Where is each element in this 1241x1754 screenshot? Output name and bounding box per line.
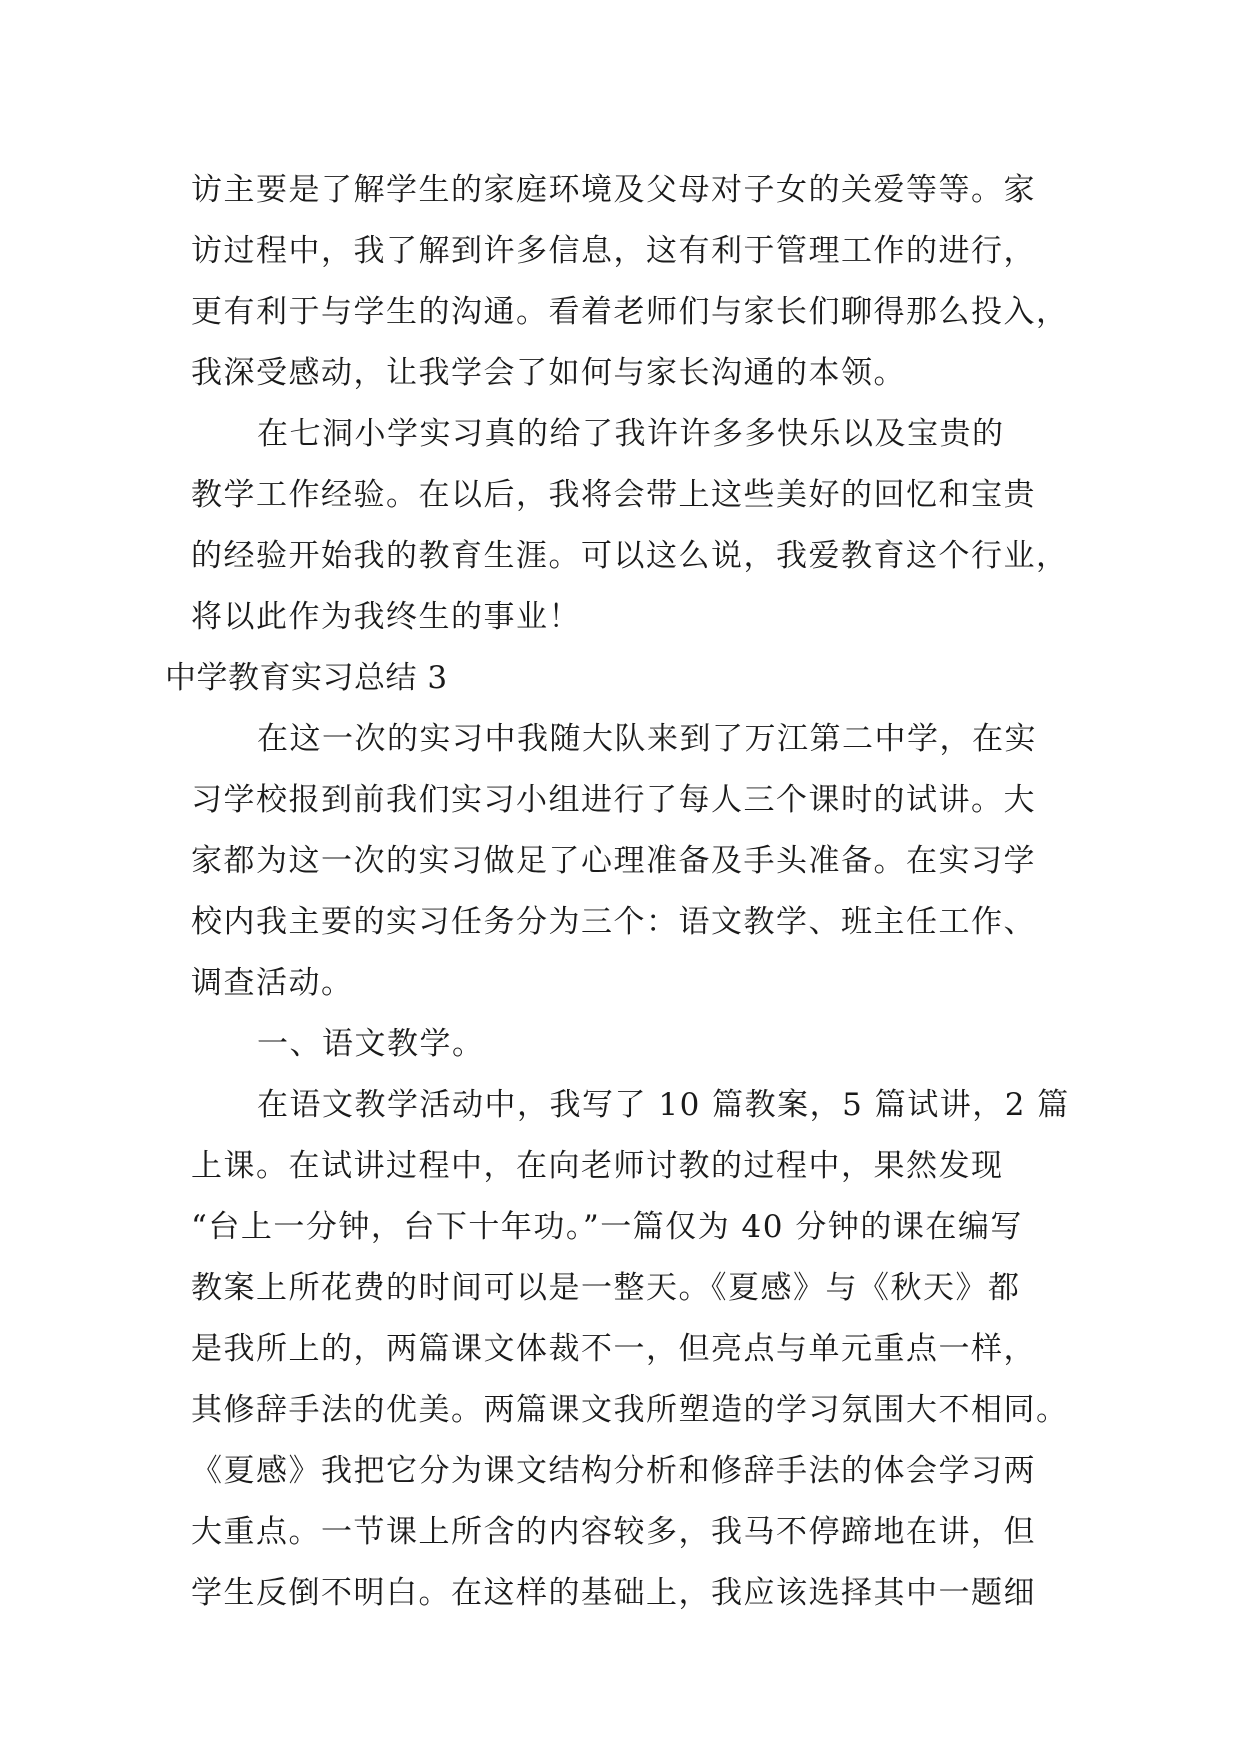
paragraph-line: “台上一分钟，台下十年功。”一篇仅为 40 分钟的课在编写 bbox=[191, 1209, 1023, 1245]
paragraph-line: 大重点。一节课上所含的内容较多，我马不停蹄地在讲，但 bbox=[191, 1514, 1036, 1550]
paragraph-line: 家都为这一次的实习做足了心理准备及手头准备。在实习学 bbox=[191, 843, 1036, 879]
paragraph-line: 访主要是了解学生的家庭环境及父母对子女的关爱等等。家 bbox=[191, 172, 1036, 208]
paragraph-line: 是我所上的，两篇课文体裁不一，但亮点与单元重点一样， bbox=[191, 1331, 1036, 1367]
paragraph-line: 调查活动。 bbox=[191, 965, 354, 1001]
document-body bbox=[165, 160, 1091, 1624]
paragraph-line: 教学工作经验。在以后，我将会带上这些美好的回忆和宝贵 bbox=[191, 477, 1036, 513]
paragraph-line: 的经验开始我的教育生涯。可以这么说，我爱教育这个行业， bbox=[191, 538, 1069, 574]
section-heading: 中学教育实习总结 3 bbox=[165, 660, 448, 696]
paragraph-line: 上课。在试讲过程中，在向老师讨教的过程中，果然发现 bbox=[191, 1148, 1004, 1184]
paragraph-line: 教案上所花费的时间可以是一整天。《夏感》与《秋天》都 bbox=[191, 1270, 1021, 1306]
paragraph-line: 其修辞手法的优美。两篇课文我所塑造的学习氛围大不相同。 bbox=[191, 1392, 1069, 1428]
paragraph-line: 我深受感动，让我学会了如何与家长沟通的本领。 bbox=[191, 355, 906, 391]
paragraph-line: 在这一次的实习中我随大队来到了万江第二中学，在实 bbox=[257, 721, 1037, 757]
paragraph-line: 校内我主要的实习任务分为三个：语文教学、班主任工作、 bbox=[191, 904, 1036, 940]
paragraph-line: 在七洞小学实习真的给了我许许多多快乐以及宝贵的 bbox=[257, 416, 1005, 452]
paragraph-line: 更有利于与学生的沟通。看着老师们与家长们聊得那么投入， bbox=[191, 294, 1069, 330]
paragraph-line: 习学校报到前我们实习小组进行了每人三个课时的试讲。大 bbox=[191, 782, 1036, 818]
paragraph-line: 将以此作为我终生的事业！ bbox=[191, 599, 581, 635]
subsection-heading: 一、语文教学。 bbox=[257, 1026, 485, 1062]
paragraph-line: 访过程中，我了解到许多信息，这有利于管理工作的进行， bbox=[191, 233, 1036, 269]
paragraph-line: 《夏感》我把它分为课文结构分析和修辞手法的体会学习两 bbox=[191, 1453, 1036, 1489]
paragraph-line: 在语文教学活动中，我写了 10 篇教案，5 篇试讲，2 篇 bbox=[257, 1087, 1070, 1123]
paragraph-line: 学生反倒不明白。在这样的基础上，我应该选择其中一题细 bbox=[191, 1575, 1036, 1611]
